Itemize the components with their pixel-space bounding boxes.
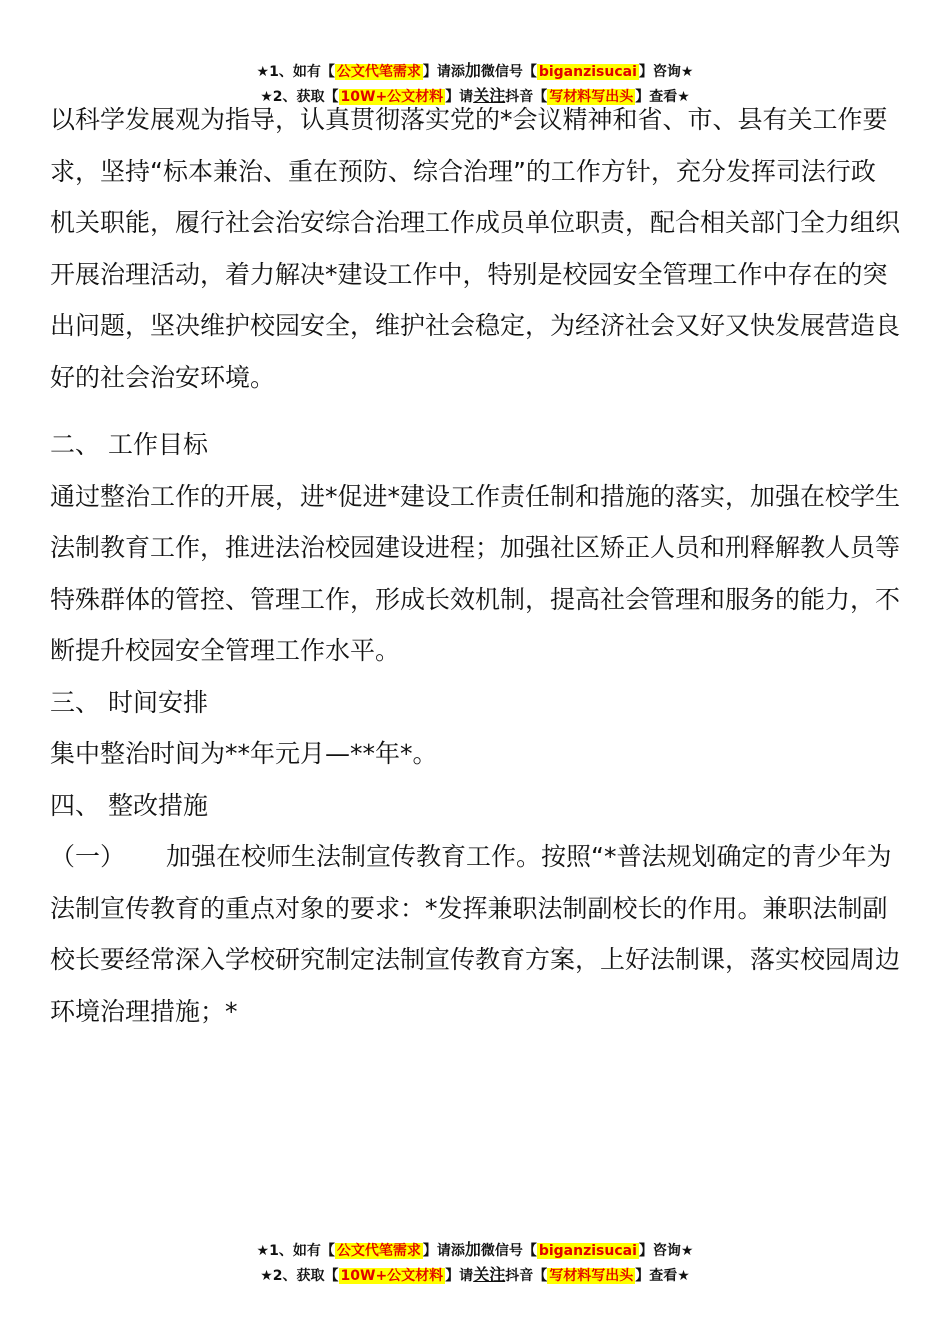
goals-paragraph: 通过整治工作的开展，进*促进*建设工作责任制和措施的落实，加强在校学生法制教育工作，推进法治校园建设进程；加强社区矫正人员和刑释解教人员等特殊群体的管控、管理工作，形成长效机制，提高社会管理和服务的能力，不断提升校园安全管理工作水平。 [50, 481, 901, 665]
document-body [50, 94, 900, 1037]
promo-highlight: 10W+公文材料 [340, 89, 444, 105]
promo-wechat-id: biganzisucai [538, 64, 637, 80]
promo-highlight: 公文代笔需求 [336, 64, 421, 80]
promo-highlight: 公文代笔需求 [336, 1243, 421, 1259]
promo-line-1: ★1、如有【 公文代笔需求 】请添加微信号【 biganzisucai 】咨询★ [256, 61, 694, 80]
promo-banner-bottom [0, 1238, 950, 1288]
section-heading-schedule: 三、 时间安排 [50, 687, 209, 717]
promo-douyin-name: 写材料写出头 [549, 1268, 634, 1284]
intro-paragraph: 以科学发展观为指导，认真贯彻落实党的*会议精神和省、市、县有关工作要求，坚持“标本兼治、重在预防、综合治理”的工作方针，充分发挥司法行政机关职能，履行社会治安综合治理工作成员单位职责，配合相关部门全力组织开展治理活动，着力解决*建设工作中，特别是校园安全管理工作中存在的突出问题，坚决维护校园安全，维护社会稳定，为经济社会又好又快发展营造良好的社会治安环境。 [50, 105, 901, 392]
measure-item-1: （一） 加强在校师生法制宣传教育工作。按照“*普法规划确定的青少年为法制宣传教育的重点对象的要求：*发挥兼职法制副校长的作用。兼职法制副校长要经常深入学校研究制定法制宣传教育方案，上好法制课，落实校园周边环境治理措施；* [50, 842, 901, 1026]
schedule-paragraph: 集中整治时间为**年元月—**年*。 [50, 739, 438, 768]
section-heading-measures: 四、 整改措施 [50, 790, 209, 820]
promo-line-2: ★2、获取【 10W+公文材料 】请关注抖音【 写材料写出头 】查看★ [260, 1265, 690, 1284]
promo-highlight: 10W+公文材料 [340, 1268, 444, 1284]
promo-wechat-id: biganzisucai [538, 1243, 637, 1259]
promo-douyin-name: 写材料写出头 [549, 89, 634, 105]
promo-line-1: ★1、如有【 公文代笔需求 】请添加微信号【 biganzisucai 】咨询★ [256, 1240, 694, 1259]
section-heading-goals: 二、 工作目标 [50, 430, 209, 459]
promo-line-2: ★2、获取【 10W+公文材料 】请关注抖音【 写材料写出头 】查看★ [260, 86, 690, 105]
